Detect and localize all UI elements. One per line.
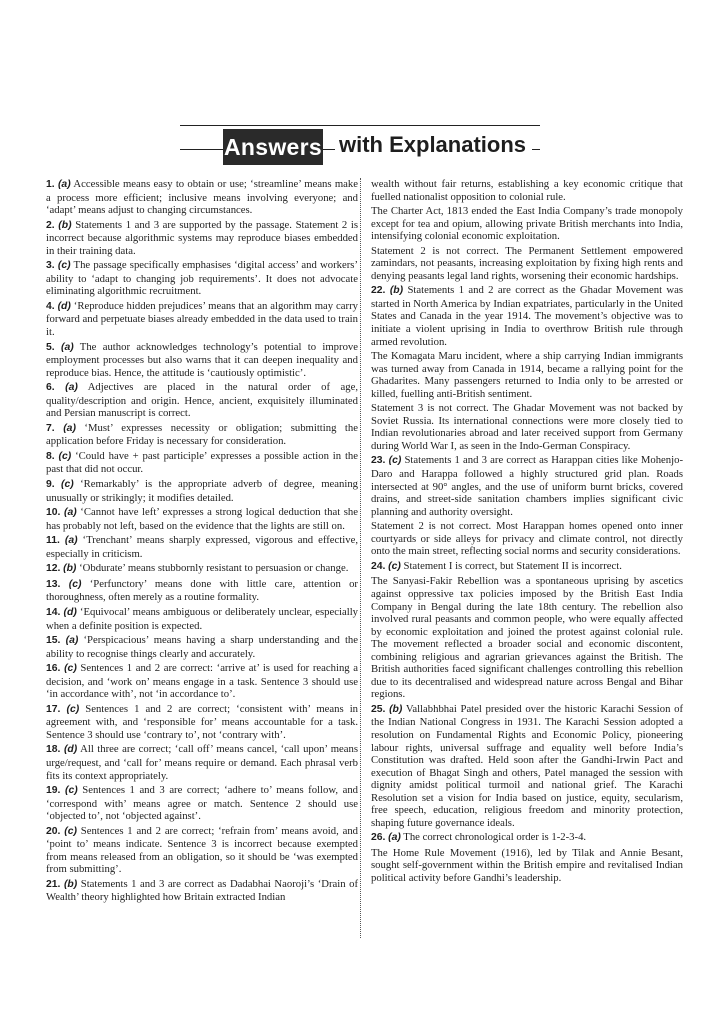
answer-item xyxy=(46,562,358,576)
answer-continuation xyxy=(371,350,683,400)
answer-item xyxy=(371,703,683,829)
question-number: 19. xyxy=(46,785,61,797)
answer-key: (d) xyxy=(63,744,78,756)
question-number: 23. xyxy=(371,455,386,467)
answer-key: (b) xyxy=(389,703,403,715)
answer-key: (c) xyxy=(68,578,82,590)
question-number: 22. xyxy=(371,285,386,297)
answer-key: (b) xyxy=(63,563,77,575)
explanation-text: Statement 2 is not correct. Most Harappan homes opened onto inner courtyards or side alleys for privacy and climate control, not directly onto the main street, reflecting social norms and security considerations. xyxy=(371,520,683,558)
explanation-text: ‘Perfunctory’ means done with little care, attention or thoroughness, often merely as a routine formality. xyxy=(46,577,358,604)
right-column xyxy=(371,178,683,887)
question-number: 13. xyxy=(46,578,61,590)
question-number: 12. xyxy=(46,563,61,575)
explanation-text: Sentences 1 and 2 are correct; ‘refrain from’ means avoid, and ‘point to’ means indicate. Sentence 3 is incorrect because exempted from means released from an obligation, so it should be ‘was exempted from submitting’. xyxy=(46,824,359,876)
answer-item xyxy=(371,454,683,518)
answer-item xyxy=(46,703,358,742)
explanation-text: ‘Trenchant’ means sharply expressed, vigorous and effective, especially in criticism. xyxy=(46,534,358,560)
answer-key: (d) xyxy=(57,300,71,312)
question-number: 14. xyxy=(46,606,61,618)
answer-item xyxy=(46,178,358,217)
explanation-text: Statements 1 and 3 are correct as Harappan cities like Mohenjo-Daro and Harappa followed a highly structured grid plan. Roads intersected at 90° angles, and the use of uniform burnt bricks, covered drains, and street-side sanitation chambers implies significant civic planning and authority oversight. xyxy=(371,454,684,518)
explanation-text: ‘Perspicacious’ means having a sharp understanding and the ability to recognise things clearly and accurately. xyxy=(46,634,359,660)
answer-key: (b) xyxy=(63,878,78,890)
answer-key: (b) xyxy=(389,285,404,297)
explanation-text: Accessible means easy to obtain or use; ‘streamline’ means make a process more efficient; inclusive means involving everyone; and ‘adapt’ means adjust to changing circumstances. xyxy=(46,178,358,217)
answer-item xyxy=(46,506,358,532)
answer-item xyxy=(46,478,358,504)
answer-item xyxy=(46,784,358,823)
question-number: 15. xyxy=(46,635,61,647)
answer-item xyxy=(46,300,358,339)
answer-continuation xyxy=(371,575,683,700)
question-number: 3. xyxy=(46,260,55,272)
question-number: 11. xyxy=(46,535,60,547)
question-number: 18. xyxy=(46,744,61,756)
question-number: 7. xyxy=(46,422,55,434)
question-number: 1. xyxy=(46,179,55,190)
answer-continuation xyxy=(371,402,683,452)
explanation-text: Statement 3 is not correct. The Ghadar Movement was not backed by Soviet Russia. Its international connections were more closely tied to Indian revolutionaries abroad and later received support from Germany during World War I, as seen in the Indo-German Conspiracy. xyxy=(371,402,683,452)
explanation-text: The correct chronological order is 1-2-3-4. xyxy=(400,831,587,844)
explanation-text: ‘Obdurate’ means stubbornly resistant to persuasion or change. xyxy=(76,562,349,575)
question-number: 10. xyxy=(46,507,61,519)
header-rule-top xyxy=(180,125,540,126)
answer-key: (c) xyxy=(64,663,77,675)
section-header xyxy=(180,125,540,165)
answer-item xyxy=(371,831,683,845)
answer-continuation xyxy=(371,847,683,885)
explanation-text: wealth without fair returns, establishing a key economic critique that fuelled nationalist opposition to colonial rule. xyxy=(371,178,683,203)
explanation-text: Statements 1 and 3 are supported by the passage. Statement 2 is incorrect because algorithmic systems may reproduce biases embedded in their training data. xyxy=(46,218,359,257)
answer-item xyxy=(371,284,683,348)
answer-key: (c) xyxy=(388,560,401,572)
answer-key: (a) xyxy=(64,507,77,519)
explanation-text: The Home Rule Movement (1916), led by Tilak and Annie Besant, sought self-government within the British empire and revitalised Indian political activity before Gandhi’s leadership. xyxy=(371,846,683,884)
answer-item xyxy=(46,450,358,476)
explanation-text: ‘Reproduce hidden prejudices’ means that an algorithm may carry forward and perpetuate biases already embedded in the data used to train it. xyxy=(46,299,359,339)
answer-continuation xyxy=(371,205,683,243)
explanation-text: The Charter Act, 1813 ended the East India Company’s trade monopoly except for tea and opium, allowing private British merchants into India, intensifying colonial economic exploitation. xyxy=(371,205,683,243)
explanation-text: ‘Remarkably’ is the appropriate adverb of degree, meaning unusually or strikingly; it modifies detailed. xyxy=(46,478,359,504)
explanation-text: Statement 2 is not correct. The Permanent Settlement empowered zamindars, not peasants, increasing exploitation by fixing high rents and denying peasants legal land rights, worsening their economic hardships. xyxy=(371,244,683,282)
explanation-text: All three are correct; ‘call off’ means cancel, ‘call upon’ means urge/request, and ‘call for’ means require or demand. Each phrasal verb fits its context appropriately. xyxy=(46,743,359,782)
question-number: 6. xyxy=(46,382,55,394)
explanation-text: The passage specifically emphasises ‘digital access’ and workers’ ability to ‘adapt to changing job requirements’. It does not advocate eliminating algorithmic recruitment. xyxy=(46,259,358,298)
explanation-text: Sentences 1 and 3 are correct; ‘adhere to’ means follow, and ‘correspond with’ means agree or match. Sentence 2 should use ‘objected to’, not ‘objected against’. xyxy=(46,784,359,823)
answer-key: (a) xyxy=(64,535,78,547)
answer-item xyxy=(46,878,358,904)
header-explanations-label: with Explanations xyxy=(335,129,532,161)
answer-item xyxy=(46,259,358,298)
answer-item xyxy=(46,606,358,632)
left-column xyxy=(46,178,358,906)
answer-continuation xyxy=(371,245,683,283)
question-number: 4. xyxy=(46,300,55,312)
explanation-text: ‘Cannot have left’ expresses a strong logical deduction that she has probably not left, based on the evidence that the lights are still on. xyxy=(46,506,359,532)
answer-item xyxy=(46,578,358,604)
explanation-text: ‘Equivocal’ means ambiguous or deliberately unclear, especially when a definite position is expected. xyxy=(46,605,359,632)
explanation-text: The Komagata Maru incident, where a ship carrying Indian immigrants was turned away from Canada in 1914, became a rallying point for the Ghadarites. Many passengers returned to India only to be arrested or killed, fuelling anti-British sentiment. xyxy=(371,350,683,400)
answer-item xyxy=(46,825,358,876)
answer-item xyxy=(46,534,358,560)
answer-item xyxy=(46,219,358,258)
header-answers-label: Answers xyxy=(223,129,323,165)
question-number: 2. xyxy=(46,219,55,231)
question-number: 24. xyxy=(371,560,386,572)
explanation-text: Sentences 1 and 2 are correct: ‘arrive at’ is used for reaching a decision, and ‘work on’ means engage in a task. Sentence 3 should use ‘in accordance with’, not ‘in accordance to’. xyxy=(46,662,359,701)
answer-key: (a) xyxy=(388,832,401,844)
answer-key: (b) xyxy=(58,219,72,231)
answer-item xyxy=(46,422,358,448)
answer-key: (c) xyxy=(66,703,80,715)
answer-key: (c) xyxy=(58,450,72,462)
explanation-text: The author acknowledges technology’s potential to improve employment processes but also warns that it can deepen inequality and reproduce bias. Hence, the attitude is ‘cautiously optimistic’. xyxy=(46,340,358,379)
explanation-text: Adjectives are placed in the natural order of age, quality/description and origin. Hence, ancient, exquisitely illuminated and Persian manuscript is correct. xyxy=(46,381,359,420)
answer-key: (c) xyxy=(64,825,77,837)
answer-item xyxy=(46,662,358,701)
answer-key: (a) xyxy=(65,382,78,394)
question-number: 16. xyxy=(46,663,61,675)
answer-key: (a) xyxy=(65,635,79,647)
answer-item xyxy=(46,341,358,380)
question-number: 25. xyxy=(371,703,386,715)
answer-item xyxy=(371,560,683,574)
answer-key: (a) xyxy=(57,179,71,190)
question-number: 17. xyxy=(46,703,61,715)
answer-key: (d) xyxy=(63,606,77,618)
question-number: 5. xyxy=(46,341,55,353)
question-number: 20. xyxy=(46,825,61,837)
answer-item xyxy=(46,381,358,420)
answer-key: (a) xyxy=(63,422,76,434)
question-number: 21. xyxy=(46,878,61,890)
answer-key: (c) xyxy=(65,785,78,797)
answer-key: (c) xyxy=(388,455,402,467)
answer-key: (a) xyxy=(60,341,74,353)
answer-key: (c) xyxy=(61,479,74,491)
explanation-text: ‘Must’ expresses necessity or obligation; submitting the application before Friday is necessary for consideration. xyxy=(46,421,358,448)
explanation-text: The Sanyasi-Fakir Rebellion was a spontaneous uprising by ascetics against oppressive tax policies imposed by the British East India Company in Bengal during the late 18th century. The rebellion also involved rural peasants and common people, who were equally affected by economic exploitation and joined the protest against colonial rule. The movement reflected a broader social and economic discontent, combining religious and agrarian grievances against the British. The British authorities faced significant challenges controlling this rebellion due to its decentralised and widespread nature across Bengal and Bihar regions. xyxy=(371,575,683,701)
answer-item xyxy=(46,743,358,782)
question-number: 26. xyxy=(371,832,386,844)
answer-continuation xyxy=(371,520,683,558)
question-number: 8. xyxy=(46,450,55,462)
explanation-text: Statements 1 and 3 are correct as Dadabhai Naoroji’s ‘Drain of Wealth’ theory highlighted how Britain extracted Indian xyxy=(46,877,358,904)
explanation-text: ‘Could have + past participle’ expresses a possible action in the past that did not occur. xyxy=(46,449,358,476)
answer-item xyxy=(46,634,358,660)
explanation-text: Sentences 1 and 2 are correct; ‘consistent with’ means in agreement with, and ‘responsible for’ means accountable for a task. Sentence 3 should use ‘contrary to’, not ‘contrary with’. xyxy=(46,702,359,741)
explanation-text: Statements 1 and 2 are correct as the Ghadar Movement was started in North America by Indian expatriates, particularly in the United States and Canada in the year 1914. The movement’s objective was to initiate a violent uprising in India to overthrow British rule through armed revolution. xyxy=(371,284,684,348)
answer-continuation xyxy=(371,178,683,203)
column-divider xyxy=(360,178,361,938)
explanation-text: Statement I is correct, but Statement II is incorrect. xyxy=(400,559,622,572)
explanation-text: Vallabhbhai Patel presided over the historic Karachi Session of the Indian National Congress in 1931. The Karachi Session adopted a resolution on Fundamental Rights and Economic Policy, pioneering labour rights, universal suffrage and equality well before India’s Constitution was drafted. Held soon after the Gandhi-Irwin Pact and execution of Bhagat Singh and others, Patel managed the session with dignity amidst political turmoil and national grief. The Karachi Resolution set a vision for India based on justice, equity, secularism, free speech, education, religious freedom and minority protection, shaping future governance ideals. xyxy=(371,702,684,829)
answer-key: (c) xyxy=(57,260,71,272)
question-number: 9. xyxy=(46,479,55,491)
